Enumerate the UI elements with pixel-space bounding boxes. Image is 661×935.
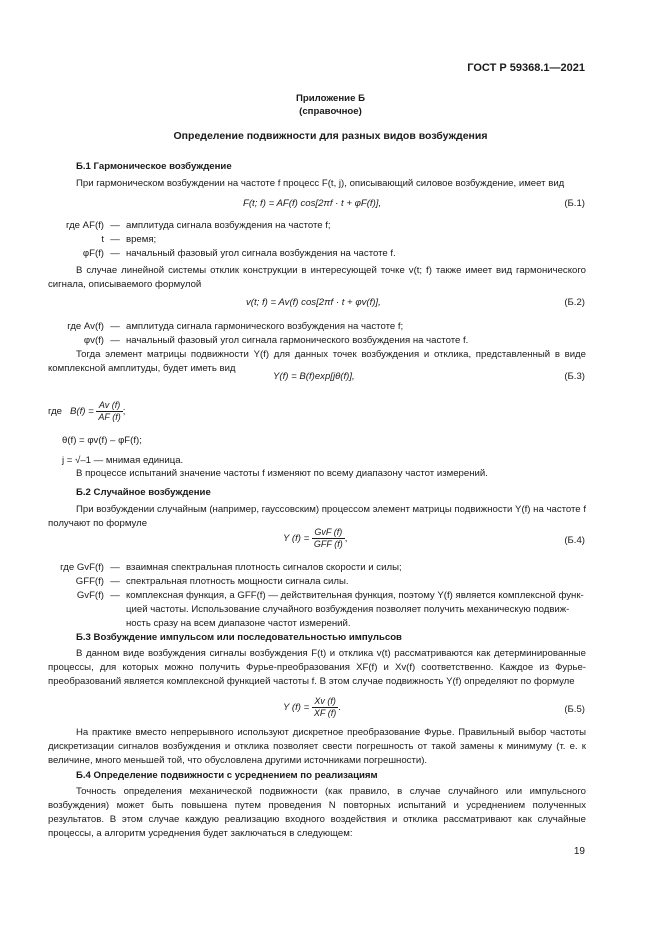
- definition-dash: —: [110, 576, 120, 587]
- formula-b1: F(t; f) = AF(f) cos[2πf · t + φF(f)],: [243, 198, 382, 209]
- definition-list: [48, 561, 588, 631]
- formula-b5: [283, 696, 341, 719]
- section-heading-b1: Б.1 Гармоническое возбуждение: [76, 161, 232, 172]
- theta-definition: θ(f) = φv(f) – φF(f);: [62, 435, 142, 446]
- paragraph: В случае линейной системы отклик конструкции в интересующей точке v(t; f) также имеет вид гармонического сигнала, описываемого формулой: [48, 265, 586, 290]
- definition-symbol: t: [101, 234, 104, 245]
- section-heading-b2: Б.2 Случайное возбуждение: [76, 487, 211, 498]
- main-title: Определение подвижности для разных видов возбуждения: [173, 130, 488, 142]
- definition-text: амплитуда сигнала гармонического возбуждения на частоте f;: [126, 321, 404, 332]
- j-definition: j = √–1 — мнимая единица.: [62, 455, 184, 466]
- definition-text: ность сразу на всем диапазоне частот измерений.: [126, 618, 351, 629]
- fraction-denominator: GFF (f): [313, 539, 343, 549]
- definition-list: [48, 219, 588, 261]
- definition-item: [48, 575, 588, 589]
- definition-text: взаимная спектральная плотность сигналов скорости и силы;: [126, 562, 402, 573]
- fraction-denominator: XF (f): [313, 708, 337, 718]
- formula-lhs: Y (f) =: [283, 533, 310, 545]
- definition-item: [48, 233, 588, 247]
- formula-end: ;: [122, 406, 126, 418]
- fraction: [96, 400, 122, 423]
- definition-text: комплексная функция, а GFF(f) — действительная функция, поэтому Y(f) является комплексной функ-: [126, 590, 584, 601]
- formula-end: .: [338, 702, 341, 714]
- section-heading-b4: Б.4 Определение подвижности с усреднением по реализациям: [76, 770, 378, 781]
- equation-number: (Б.2): [564, 297, 585, 308]
- definition-dash: —: [110, 321, 120, 332]
- formula-b3: Y(f) = B(f)exp[jθ(f)],: [273, 371, 355, 382]
- formula-lhs: Y (f) =: [283, 702, 310, 714]
- fraction: [312, 696, 338, 719]
- definition-text: начальный фазовый угол сигнала гармонического возбуждения на частоте f.: [126, 335, 469, 346]
- formula-lhs: B(f) =: [70, 406, 94, 418]
- formula-b-definition: [48, 400, 125, 423]
- definition-dash: —: [110, 220, 120, 231]
- definition-dash: —: [110, 590, 120, 601]
- appendix-kind: (справочное): [299, 106, 362, 117]
- fraction-numerator: Av (f): [96, 400, 122, 412]
- standard-number: ГОСТ Р 59368.1—2021: [467, 62, 585, 74]
- fraction-denominator: AF (f): [98, 412, 121, 422]
- definition-symbol: φv(f): [83, 335, 104, 346]
- definition-symbol: где AF(f): [66, 220, 104, 231]
- equation-number: (Б.1): [564, 198, 585, 209]
- definition-continuation: [48, 617, 588, 631]
- definition-item: [48, 247, 588, 261]
- definition-continuation: [48, 603, 588, 617]
- definition-text: цией частоты. Использование случайного возбуждения позволяет получить механическую подвиж-: [126, 604, 570, 615]
- definition-list: [48, 320, 588, 348]
- definition-text: время;: [126, 234, 157, 245]
- formula-b4: [283, 527, 347, 550]
- appendix-title: Приложение Б: [296, 93, 365, 104]
- definition-symbol: GvF(f): [76, 590, 104, 601]
- where-label: где: [48, 406, 63, 418]
- definition-symbol: GFF(f): [75, 576, 104, 587]
- definition-symbol: где GvF(f): [60, 562, 104, 573]
- definition-dash: —: [110, 234, 120, 245]
- definition-item: [48, 320, 588, 334]
- definition-text: амплитуда сигнала возбуждения на частоте f;: [126, 220, 331, 231]
- page-number: 19: [573, 846, 585, 857]
- formula-b2: v(t; f) = Av(f) cos[2πf · t + φv(f)],: [246, 297, 381, 308]
- section-heading-b3: Б.3 Возбуждение импульсом или последовательностью импульсов: [76, 632, 402, 643]
- equation-number: (Б.5): [564, 704, 585, 715]
- equation-number: (Б.4): [564, 535, 585, 546]
- definition-text: начальный фазовый угол сигнала возбуждения на частоте f.: [126, 248, 396, 259]
- paragraph: На практике вместо непрерывного используют дискретное преобразование Фурье. Правильный выбор частоты дискретизации сигналов возбуждения и отклика позволяет свести погрешность от такой замены к минимуму (т. е. к величине, много меньшей той, что обусловлена другими источниками погрешности).: [48, 727, 586, 766]
- definition-text: спектральная плотность мощности сигнала силы.: [126, 576, 349, 587]
- paragraph: Точность определения механической подвижности (как правило, в случае случайного или импульсного возбуждения) может быть повышена путем проведения N повторных испытаний и усреднением полученных результатов. В этом случае каждую реализацию входного воздействия и отклика рассматривают как случайные процессы, а алгоритм усреднения будет заключаться в следующем:: [48, 786, 586, 839]
- fraction: [312, 527, 345, 550]
- definition-item: [48, 334, 588, 348]
- paragraph: Тогда элемент матрицы подвижности Y(f) для данных точек возбуждения и отклика, представленный в виде комплексной амплитуды, будет иметь вид: [48, 349, 586, 374]
- definition-item: [48, 219, 588, 233]
- definition-item: [48, 589, 588, 603]
- definition-item: [48, 561, 588, 575]
- definition-symbol: φF(f): [82, 248, 104, 259]
- paragraph: При гармоническом возбуждении на частоте f процесс F(t, j), описывающий силовое возбуждение, имеет вид: [76, 178, 565, 189]
- definition-dash: —: [110, 335, 120, 346]
- fraction-numerator: GvF (f): [312, 527, 345, 539]
- equation-number: (Б.3): [564, 371, 585, 382]
- definition-dash: —: [110, 562, 120, 573]
- formula-end: ,: [344, 533, 348, 545]
- fraction-numerator: Xv (f): [312, 696, 338, 708]
- paragraph: При возбуждении случайным (например, гауссовским) процессом элемент матрицы подвижности Y(f) на частоте f получают по формуле: [48, 504, 586, 529]
- definition-symbol: где Av(f): [67, 321, 104, 332]
- definition-dash: —: [110, 248, 120, 259]
- paragraph: В данном виде возбуждения сигналы возбуждения F(t) и отклика v(t) рассматриваются как детерминированные процессы, для которых можно получить Фурье-преобразования XF(f) и Xv(f) соответственно. Каждое из Фурье-преобразований является комплексной функцией частоты f. В этом случае подвижность Y(f) определяют по формуле: [48, 648, 586, 687]
- paragraph: В процессе испытаний значение частоты f изменяют по всему диапазону частот измерений.: [76, 468, 488, 479]
